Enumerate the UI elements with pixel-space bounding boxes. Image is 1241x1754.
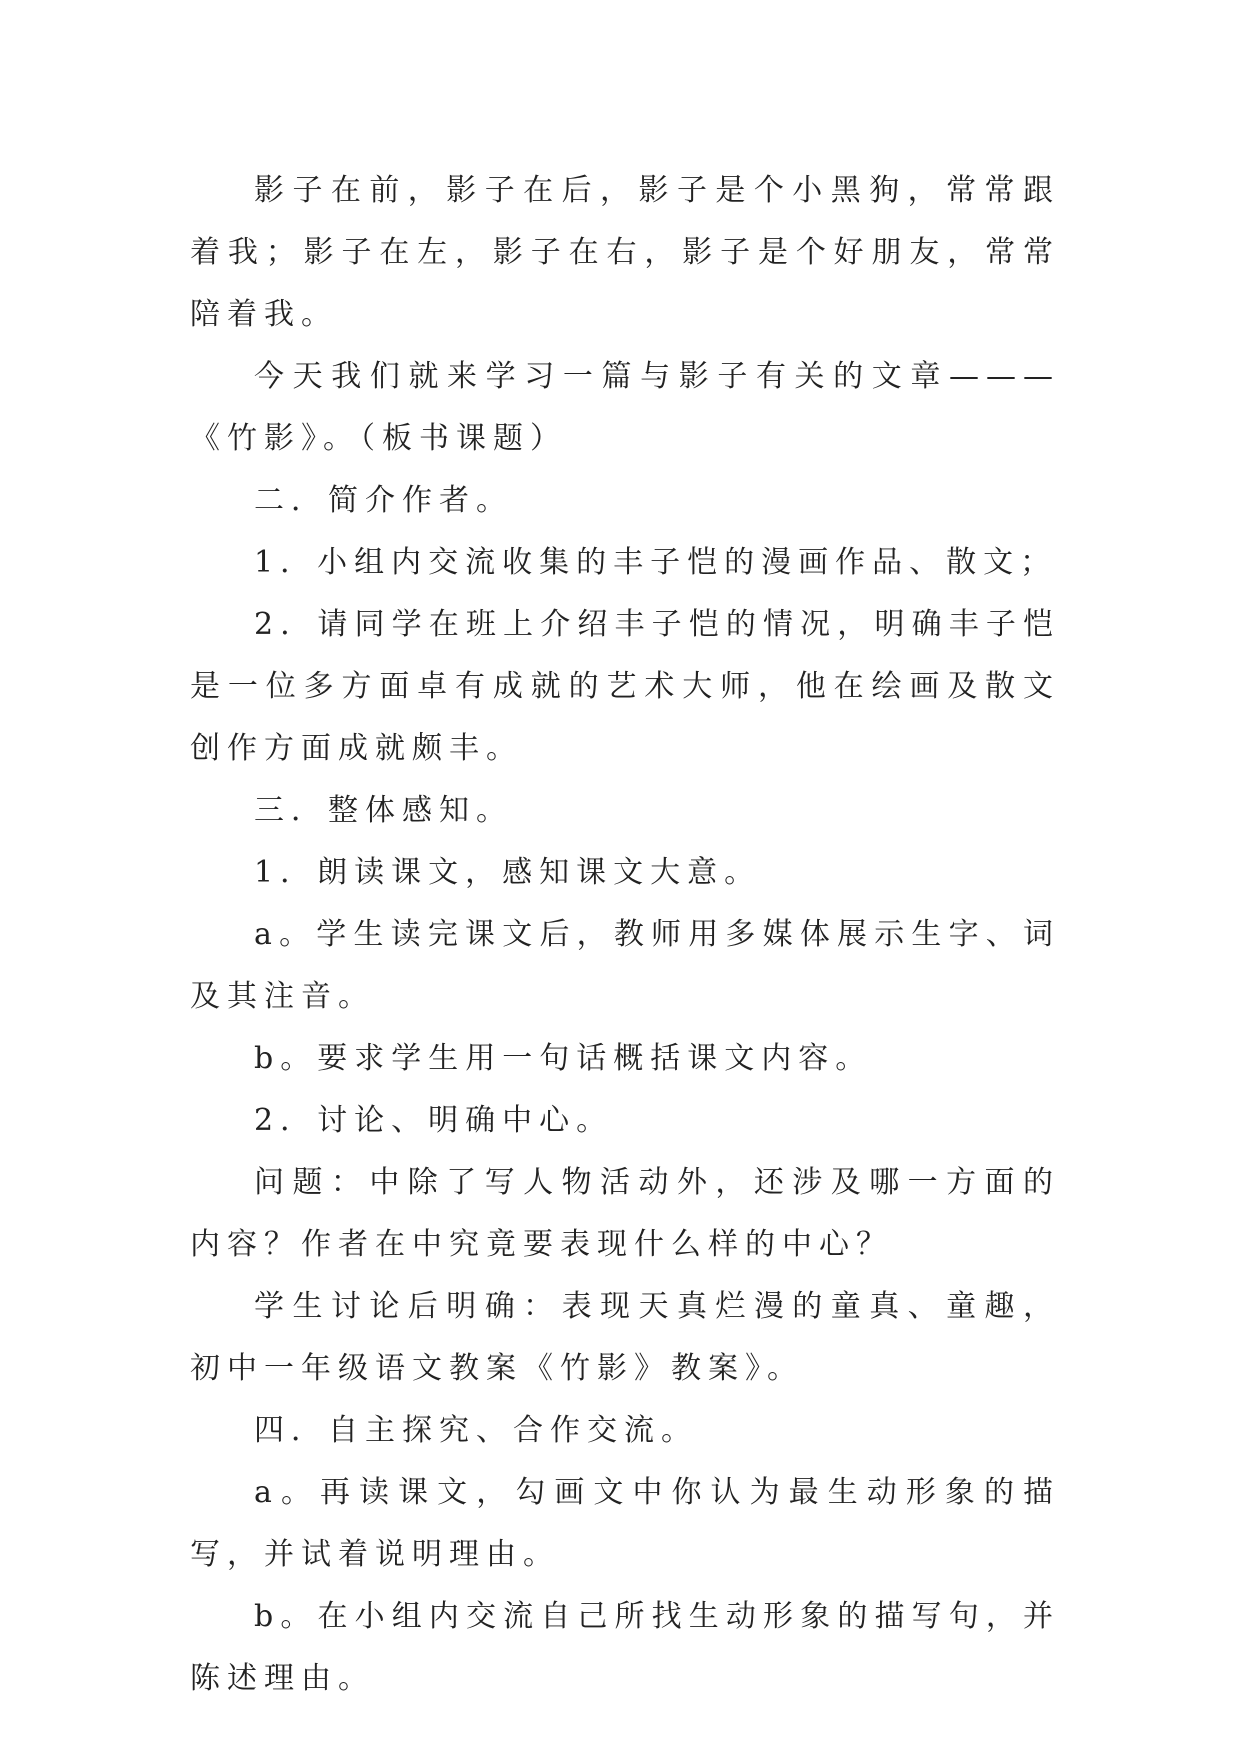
paragraph-shadow-rhyme: 影子在前，影子在后，影子是个小黑狗，常常跟着我；影子在左，影子在右，影子是个好朋友，常常陪着我。	[190, 173, 1060, 332]
paragraph-question: 问题：中除了写人物活动外，还涉及哪一方面的内容？作者在中究竟要表现什么样的中心？	[190, 1165, 1060, 1262]
list-item-overview-1: 1．朗读课文，感知课文大意。	[254, 855, 762, 890]
sub-item-overview-a: a。学生读完课文后，教师用多媒体展示生字、词及其注音。	[190, 917, 1060, 1014]
section-heading-explore: 四．自主探究、合作交流。	[254, 1413, 698, 1448]
list-item-author-1: 1．小组内交流收集的丰子恺的漫画作品、散文；	[254, 545, 1058, 580]
section-heading-overview: 三．整体感知。	[254, 793, 513, 828]
list-item-overview-2: 2．讨论、明确中心。	[254, 1103, 614, 1138]
sub-item-explore-b: b。在小组内交流自己所找生动形象的描写句，并陈述理由。	[190, 1599, 1060, 1696]
document-body	[190, 160, 1060, 1710]
list-item-author-2: 2．请同学在班上介绍丰子恺的情况，明确丰子恺是一位多方面卓有成就的艺术大师，他在绘画及散文创作方面成就颇丰。	[190, 607, 1060, 766]
section-heading-author: 二．简介作者。	[254, 483, 513, 518]
paragraph-conclusion: 学生讨论后明确：表现天真烂漫的童真、童趣，初中一年级语文教案《竹影》教案》。	[190, 1289, 1060, 1386]
paragraph-lesson-intro: 今天我们就来学习一篇与影子有关的文章———《竹影》。（板书课题）	[190, 359, 1060, 456]
sub-item-overview-b: b。要求学生用一句话概括课文内容。	[254, 1041, 873, 1076]
sub-item-explore-a: a。再读课文，勾画文中你认为最生动形象的描写，并试着说明理由。	[190, 1475, 1060, 1572]
